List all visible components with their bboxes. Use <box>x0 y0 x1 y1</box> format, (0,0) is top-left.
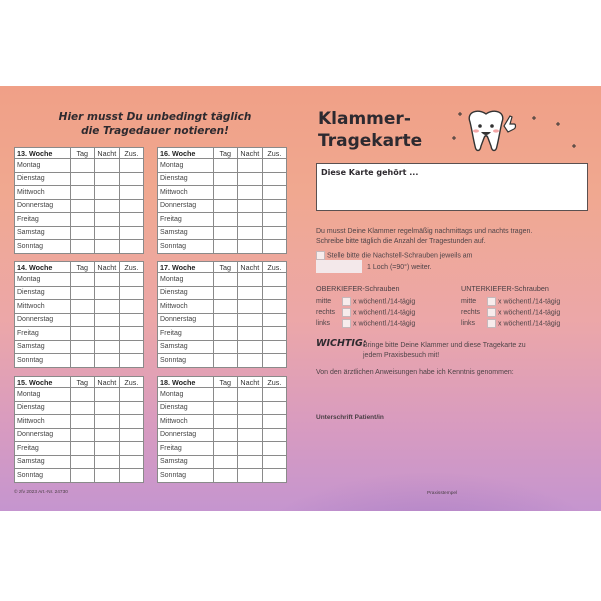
input-cell[interactable] <box>94 469 119 483</box>
table-row <box>158 388 287 402</box>
input-cell[interactable] <box>213 354 237 368</box>
option-checkbox[interactable] <box>487 308 496 317</box>
input-cell[interactable] <box>119 159 143 173</box>
signature-label: Unterschrift Patient/in <box>316 414 384 421</box>
table-row <box>15 327 144 341</box>
table-row <box>158 469 287 483</box>
day-label: Samstag <box>15 455 71 469</box>
input-cell[interactable] <box>70 354 94 368</box>
oberkiefer-row-links <box>316 319 415 329</box>
input-cell[interactable] <box>94 442 119 456</box>
input-cell[interactable] <box>94 428 119 442</box>
week-label: 13. Woche <box>15 148 71 159</box>
day-label: Samstag <box>15 226 71 240</box>
day-label: Dienstag <box>158 401 214 415</box>
input-cell[interactable] <box>237 388 262 402</box>
table-row <box>15 442 144 456</box>
wichtig-label: WICHTIG: <box>316 338 367 349</box>
input-cell[interactable] <box>119 401 143 415</box>
input-cell[interactable] <box>213 199 237 213</box>
input-cell[interactable] <box>70 286 94 300</box>
day-label: Freitag <box>15 327 71 341</box>
day-label: Donnerstag <box>158 313 214 327</box>
header-zus: Zus. <box>119 148 143 159</box>
input-cell[interactable] <box>119 213 143 227</box>
header-tag: Tag <box>213 148 237 159</box>
input-cell[interactable] <box>262 415 286 429</box>
input-cell[interactable] <box>94 300 119 314</box>
input-cell[interactable] <box>94 286 119 300</box>
table-row <box>158 340 287 354</box>
title-line1: Klammer- <box>318 109 411 129</box>
table-row <box>15 159 144 173</box>
input-cell[interactable] <box>70 455 94 469</box>
table-row <box>15 428 144 442</box>
input-cell[interactable] <box>94 199 119 213</box>
input-cell[interactable] <box>70 226 94 240</box>
table-row <box>158 199 287 213</box>
input-cell[interactable] <box>94 213 119 227</box>
table-row <box>158 401 287 415</box>
input-cell[interactable] <box>94 327 119 341</box>
wichtig-line1: Bringe bitte Deine Klammer und diese Tragekarte zu <box>363 342 526 349</box>
day-label: Donnerstag <box>15 313 71 327</box>
input-cell[interactable] <box>94 455 119 469</box>
row-label: mitte <box>461 298 477 306</box>
day-label: Sonntag <box>15 469 71 483</box>
input-cell[interactable] <box>262 313 286 327</box>
input-cell[interactable] <box>262 213 286 227</box>
option-text: x wöchentl./14-tägig <box>353 309 416 317</box>
input-cell[interactable] <box>237 172 262 186</box>
week-label: 18. Woche <box>158 377 214 388</box>
input-cell[interactable] <box>213 340 237 354</box>
input-cell[interactable] <box>213 327 237 341</box>
table-row <box>15 186 144 200</box>
table-row <box>15 415 144 429</box>
input-cell[interactable] <box>119 273 143 287</box>
table-row <box>158 354 287 368</box>
input-cell[interactable] <box>237 327 262 341</box>
input-cell[interactable] <box>213 186 237 200</box>
day-label: Montag <box>158 159 214 173</box>
table-row <box>15 401 144 415</box>
input-cell[interactable] <box>70 401 94 415</box>
input-cell[interactable] <box>70 213 94 227</box>
header-tag: Tag <box>70 262 94 273</box>
day-label: Donnerstag <box>158 199 214 213</box>
input-cell[interactable] <box>94 313 119 327</box>
day-label: Sonntag <box>158 354 214 368</box>
input-cell[interactable] <box>262 159 286 173</box>
tooth-mascot-icon <box>452 108 587 170</box>
input-cell[interactable] <box>70 313 94 327</box>
day-label: Dienstag <box>158 286 214 300</box>
headline <box>40 110 270 138</box>
table-row <box>15 199 144 213</box>
input-cell[interactable] <box>70 442 94 456</box>
day-label: Dienstag <box>15 286 71 300</box>
input-cell[interactable] <box>94 340 119 354</box>
day-label: Montag <box>15 273 71 287</box>
table-row <box>15 286 144 300</box>
input-cell[interactable] <box>94 401 119 415</box>
header-nacht: Nacht <box>237 148 262 159</box>
stamp-label: Praxisstempel <box>427 491 458 496</box>
input-cell[interactable] <box>119 199 143 213</box>
header-nacht: Nacht <box>94 148 119 159</box>
option-checkbox[interactable] <box>342 297 351 306</box>
input-cell[interactable] <box>70 300 94 314</box>
input-cell[interactable] <box>213 401 237 415</box>
acknowledge-text: Von den ärztlichen Anweisungen habe ich Kenntnis genommen: <box>316 369 514 376</box>
header-tag: Tag <box>213 377 237 388</box>
week-table-15 <box>14 376 144 483</box>
header-zus: Zus. <box>262 377 286 388</box>
day-label: Donnerstag <box>158 428 214 442</box>
row-label: mitte <box>316 298 332 306</box>
input-cell[interactable] <box>70 388 94 402</box>
table-row <box>15 354 144 368</box>
input-cell[interactable] <box>94 226 119 240</box>
option-checkbox[interactable] <box>342 319 351 328</box>
input-cell[interactable] <box>94 172 119 186</box>
input-cell[interactable] <box>262 354 286 368</box>
row-label: rechts <box>461 309 481 317</box>
wichtig-line2: jedem Praxisbesuch mit! <box>363 352 440 359</box>
input-cell[interactable] <box>262 186 286 200</box>
table-row <box>158 300 287 314</box>
input-cell[interactable] <box>237 186 262 200</box>
input-cell[interactable] <box>213 240 237 254</box>
turn-line: 1 Loch (=90°) weiter. <box>367 264 432 271</box>
week-table-17 <box>157 261 287 368</box>
screw-checkbox[interactable] <box>316 251 325 260</box>
input-cell[interactable] <box>70 327 94 341</box>
week-table-13 <box>14 147 144 254</box>
screw-day-field[interactable] <box>316 260 362 273</box>
input-cell[interactable] <box>262 327 286 341</box>
input-cell[interactable] <box>213 442 237 456</box>
input-cell[interactable] <box>94 159 119 173</box>
screw-line-text: Stelle bitte die Nachstell-Schrauben jeweils am <box>327 252 473 260</box>
table-row <box>15 172 144 186</box>
input-cell[interactable] <box>213 415 237 429</box>
input-cell[interactable] <box>70 172 94 186</box>
option-text: x wöchentl./14-tägig <box>353 298 416 306</box>
oberkiefer-row-mitte <box>316 297 415 307</box>
input-cell[interactable] <box>213 313 237 327</box>
day-label: Dienstag <box>15 172 71 186</box>
input-cell[interactable] <box>70 415 94 429</box>
card-title <box>318 108 422 152</box>
option-checkbox[interactable] <box>342 308 351 317</box>
input-cell[interactable] <box>70 159 94 173</box>
week-label: 15. Woche <box>15 377 71 388</box>
input-cell[interactable] <box>94 273 119 287</box>
table-row <box>158 442 287 456</box>
table-row <box>15 340 144 354</box>
table-row <box>158 286 287 300</box>
table-row <box>158 226 287 240</box>
input-cell[interactable] <box>237 354 262 368</box>
input-cell[interactable] <box>262 172 286 186</box>
day-label: Mittwoch <box>158 415 214 429</box>
input-cell[interactable] <box>237 313 262 327</box>
input-cell[interactable] <box>213 226 237 240</box>
table-row <box>158 172 287 186</box>
header-nacht: Nacht <box>237 262 262 273</box>
instruction-line2: Schreibe bitte täglich die Anzahl der Tragestunden auf. <box>316 238 486 245</box>
input-cell[interactable] <box>70 273 94 287</box>
oberkiefer-heading: OBERKIEFER-Schrauben <box>316 284 400 293</box>
day-label: Montag <box>15 388 71 402</box>
input-cell[interactable] <box>213 388 237 402</box>
unterkiefer-row-mitte <box>461 297 560 307</box>
input-cell[interactable] <box>237 286 262 300</box>
input-cell[interactable] <box>262 199 286 213</box>
input-cell[interactable] <box>119 469 143 483</box>
header-zus: Zus. <box>262 262 286 273</box>
row-label: links <box>461 320 476 328</box>
oberkiefer-row-rechts <box>316 308 415 318</box>
day-label: Dienstag <box>15 401 71 415</box>
header-tag: Tag <box>70 148 94 159</box>
header-zus: Zus. <box>119 262 143 273</box>
input-cell[interactable] <box>262 428 286 442</box>
table-row <box>15 226 144 240</box>
input-cell[interactable] <box>70 240 94 254</box>
day-label: Freitag <box>15 442 71 456</box>
week-label: 14. Woche <box>15 262 71 273</box>
input-cell[interactable] <box>119 388 143 402</box>
table-row <box>158 273 287 287</box>
input-cell[interactable] <box>262 388 286 402</box>
headline-line2: die Tragedauer notieren! <box>81 125 229 137</box>
input-cell[interactable] <box>94 354 119 368</box>
input-cell[interactable] <box>237 213 262 227</box>
input-cell[interactable] <box>262 469 286 483</box>
input-cell[interactable] <box>119 313 143 327</box>
option-text: x wöchentl./14-tägig <box>498 298 561 306</box>
option-checkbox[interactable] <box>487 297 496 306</box>
input-cell[interactable] <box>262 286 286 300</box>
input-cell[interactable] <box>262 340 286 354</box>
input-cell[interactable] <box>119 415 143 429</box>
week-table-14 <box>14 261 144 368</box>
table-row <box>158 159 287 173</box>
table-row <box>15 240 144 254</box>
row-label: rechts <box>316 309 336 317</box>
header-nacht: Nacht <box>94 262 119 273</box>
day-label: Sonntag <box>158 469 214 483</box>
table-row <box>158 428 287 442</box>
header-tag: Tag <box>213 262 237 273</box>
input-cell[interactable] <box>70 340 94 354</box>
headline-line1: Hier musst Du unbedingt täglich <box>58 111 252 123</box>
owner-name-field[interactable] <box>316 163 588 211</box>
input-cell[interactable] <box>237 159 262 173</box>
unterkiefer-row-links <box>461 319 560 329</box>
table-row <box>15 273 144 287</box>
week-table-16 <box>157 147 287 254</box>
input-cell[interactable] <box>213 172 237 186</box>
input-cell[interactable] <box>237 415 262 429</box>
input-cell[interactable] <box>119 354 143 368</box>
table-row <box>15 469 144 483</box>
day-label: Sonntag <box>158 240 214 254</box>
day-label: Mittwoch <box>15 300 71 314</box>
input-cell[interactable] <box>213 469 237 483</box>
input-cell[interactable] <box>119 286 143 300</box>
input-cell[interactable] <box>262 300 286 314</box>
option-text: x wöchentl./14-tägig <box>498 309 561 317</box>
day-label: Freitag <box>158 213 214 227</box>
input-cell[interactable] <box>262 442 286 456</box>
table-row <box>158 327 287 341</box>
table-row <box>15 455 144 469</box>
day-label: Sonntag <box>15 240 71 254</box>
unterkiefer-heading: UNTERKIEFER-Schrauben <box>461 284 549 293</box>
day-label: Freitag <box>158 442 214 456</box>
unterkiefer-row-rechts <box>461 308 560 318</box>
day-label: Mittwoch <box>158 300 214 314</box>
input-cell[interactable] <box>213 300 237 314</box>
input-cell[interactable] <box>237 226 262 240</box>
week-table-18 <box>157 376 287 483</box>
day-label: Donnerstag <box>15 199 71 213</box>
input-cell[interactable] <box>70 186 94 200</box>
input-cell[interactable] <box>213 273 237 287</box>
input-cell[interactable] <box>94 415 119 429</box>
day-label: Mittwoch <box>15 415 71 429</box>
input-cell[interactable] <box>237 273 262 287</box>
input-cell[interactable] <box>94 186 119 200</box>
input-cell[interactable] <box>119 442 143 456</box>
week-label: 17. Woche <box>158 262 214 273</box>
wear-card <box>0 86 601 511</box>
table-row <box>15 388 144 402</box>
table-row <box>158 415 287 429</box>
option-text: x wöchentl./14-tägig <box>353 320 416 328</box>
day-label: Samstag <box>158 455 214 469</box>
input-cell[interactable] <box>237 442 262 456</box>
day-label: Samstag <box>158 340 214 354</box>
input-cell[interactable] <box>262 273 286 287</box>
table-row <box>15 213 144 227</box>
header-zus: Zus. <box>262 148 286 159</box>
week-label: 16. Woche <box>158 148 214 159</box>
row-label: links <box>316 320 331 328</box>
input-cell[interactable] <box>262 226 286 240</box>
day-label: Samstag <box>15 340 71 354</box>
input-cell[interactable] <box>119 172 143 186</box>
header-tag: Tag <box>70 377 94 388</box>
input-cell[interactable] <box>237 240 262 254</box>
day-label: Samstag <box>158 226 214 240</box>
owner-label: Diese Karte gehört ... <box>321 168 419 177</box>
input-cell[interactable] <box>94 388 119 402</box>
table-row <box>15 313 144 327</box>
input-cell[interactable] <box>237 428 262 442</box>
input-cell[interactable] <box>213 213 237 227</box>
table-row <box>158 213 287 227</box>
day-label: Montag <box>158 388 214 402</box>
table-row <box>158 240 287 254</box>
day-label: Sonntag <box>15 354 71 368</box>
input-cell[interactable] <box>237 469 262 483</box>
day-label: Montag <box>15 159 71 173</box>
table-row <box>15 300 144 314</box>
input-cell[interactable] <box>213 428 237 442</box>
header-zus: Zus. <box>119 377 143 388</box>
input-cell[interactable] <box>119 455 143 469</box>
input-cell[interactable] <box>70 469 94 483</box>
input-cell[interactable] <box>70 428 94 442</box>
option-text: x wöchentl./14-tägig <box>498 320 561 328</box>
day-label: Freitag <box>158 327 214 341</box>
input-cell[interactable] <box>119 186 143 200</box>
day-label: Montag <box>158 273 214 287</box>
input-cell[interactable] <box>119 226 143 240</box>
table-row <box>158 455 287 469</box>
input-cell[interactable] <box>262 401 286 415</box>
header-nacht: Nacht <box>94 377 119 388</box>
input-cell[interactable] <box>237 401 262 415</box>
day-label: Donnerstag <box>15 428 71 442</box>
input-cell[interactable] <box>213 455 237 469</box>
input-cell[interactable] <box>119 340 143 354</box>
input-cell[interactable] <box>119 300 143 314</box>
table-row <box>158 313 287 327</box>
input-cell[interactable] <box>262 240 286 254</box>
copyright-footer: © zfv 2023 Art.-Nr. 24730 <box>14 490 68 495</box>
input-cell[interactable] <box>213 159 237 173</box>
input-cell[interactable] <box>237 199 262 213</box>
input-cell[interactable] <box>237 340 262 354</box>
input-cell[interactable] <box>262 455 286 469</box>
day-label: Dienstag <box>158 172 214 186</box>
input-cell[interactable] <box>119 327 143 341</box>
day-label: Mittwoch <box>15 186 71 200</box>
input-cell[interactable] <box>237 455 262 469</box>
input-cell[interactable] <box>119 428 143 442</box>
day-label: Freitag <box>15 213 71 227</box>
day-label: Mittwoch <box>158 186 214 200</box>
table-row <box>158 186 287 200</box>
input-cell[interactable] <box>213 286 237 300</box>
input-cell[interactable] <box>237 300 262 314</box>
input-cell[interactable] <box>70 199 94 213</box>
header-nacht: Nacht <box>237 377 262 388</box>
input-cell[interactable] <box>119 240 143 254</box>
input-cell[interactable] <box>94 240 119 254</box>
instruction-line1: Du musst Deine Klammer regelmäßig nachmittags und nachts tragen. <box>316 228 533 235</box>
option-checkbox[interactable] <box>487 319 496 328</box>
title-line2: Tragekarte <box>318 131 423 151</box>
